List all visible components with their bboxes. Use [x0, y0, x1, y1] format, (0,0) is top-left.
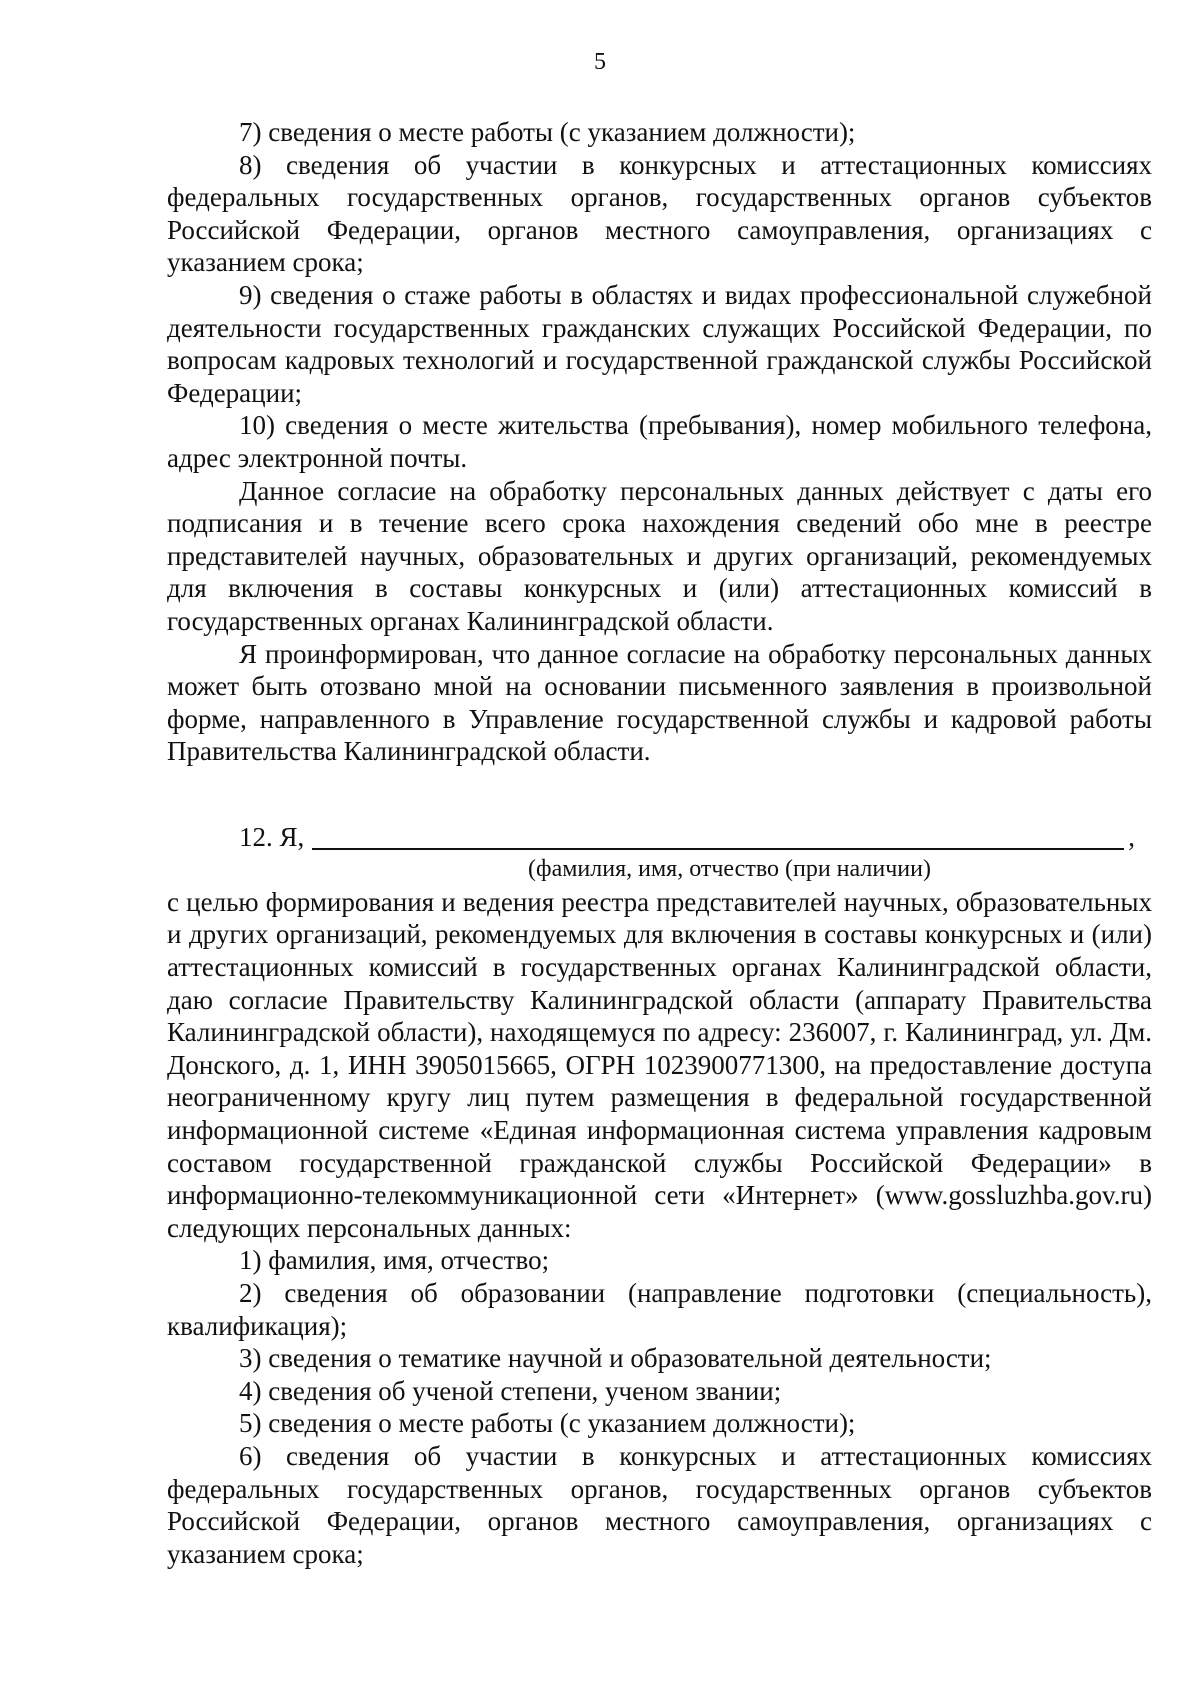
document-body [167, 116, 1152, 1570]
consent-validity-paragraph: Данное согласие на обработку персональных данных действует с даты его подписания и в течение всего срока нахождения сведений обо мне в реестре представителей научных, образовательных и других организаций, рекомендуемых для включения в составы конкурсных и (или) аттестационных комиссий в государственных органах Калининградской области. [167, 475, 1152, 636]
section-12-name-line [239, 820, 1152, 854]
page-number: 5 [594, 49, 606, 75]
list-item-5-workplace: 5) сведения о месте работы (с указанием должности); [239, 1408, 856, 1439]
item-10-residence-contacts: 10) сведения о месте жительства (пребывания), номер мобильного телефона, адрес электронной почты. [167, 410, 1152, 473]
list-item-4-academic-degree: 4) сведения об ученой степени, ученом звании; [239, 1375, 782, 1406]
item-8-commissions: 8) сведения об участии в конкурсных и аттестационных комиссиях федеральных государственных органов, государственных органов субъектов Российской Федерации, органов местного самоуправления, организациях с указанием срока; [167, 149, 1152, 278]
list-item-6-commissions: 6) сведения об участии в конкурсных и аттестационных комиссиях федеральных государственных органов, государственных органов субъектов Российской Федерации, органов местного самоуправления, организациях с указанием срока; [167, 1440, 1152, 1569]
list-item-1-name: 1) фамилия, имя, отчество; [239, 1245, 550, 1276]
item-7-workplace: 7) сведения о месте работы (с указанием должности); [239, 117, 856, 147]
full-name-blank-field[interactable] [312, 822, 1124, 850]
consent-revocation-paragraph: Я проинформирован, что данное согласие на обработку персональных данных может быть отозвано мной на основании письменного заявления в произвольной форме, направленного в Управление государственной службы и кадровой работы Правительства Калининградской области. [167, 638, 1152, 767]
section-spacer [167, 768, 1152, 820]
name-line-comma: , [1128, 822, 1136, 853]
list-item-3-research-topics: 3) сведения о тематике научной и образовательной деятельности; [239, 1343, 992, 1374]
list-item-2-education: 2) сведения об образовании (направление подготовки (специальность), квалификация); [167, 1278, 1152, 1341]
full-name-caption: (фамилия, имя, отчество (при наличии) [528, 855, 931, 882]
section-12-consent-body: с целью формирования и ведения реестра представителей научных, образовательных и других организаций, рекомендуемых для включения в составы конкурсных и (или) аттестационных комиссий в государственных органах Калининградской области, даю согласие Правительству Калининградской области (аппарату Правительства Калининградской области), находящемуся по адресу: 236007, г. Калининград, ул. Дм. Донского, д. 1, ИНН 3905015665, ОГРН 1023900771300, на предоставление доступа неограниченному кругу лиц путем размещения в федеральной государственной информационной системе «Единая информационная система управления кадровым составом государственной гражданской службы Российской Федерации» в информационно-телекоммуникационной сети «Интернет» (www.gossluzhba.gov.ru) следующих персональных данных: [167, 886, 1152, 1243]
item-9-experience: 9) сведения о стаже работы в областях и видах профессиональной служебной деятельности государственных гражданских служащих Российской Федерации, по вопросам кадровых технологий и государственной гражданской службы Российской Федерации; [167, 279, 1152, 408]
section-12-lead: 12. Я, [239, 822, 305, 853]
